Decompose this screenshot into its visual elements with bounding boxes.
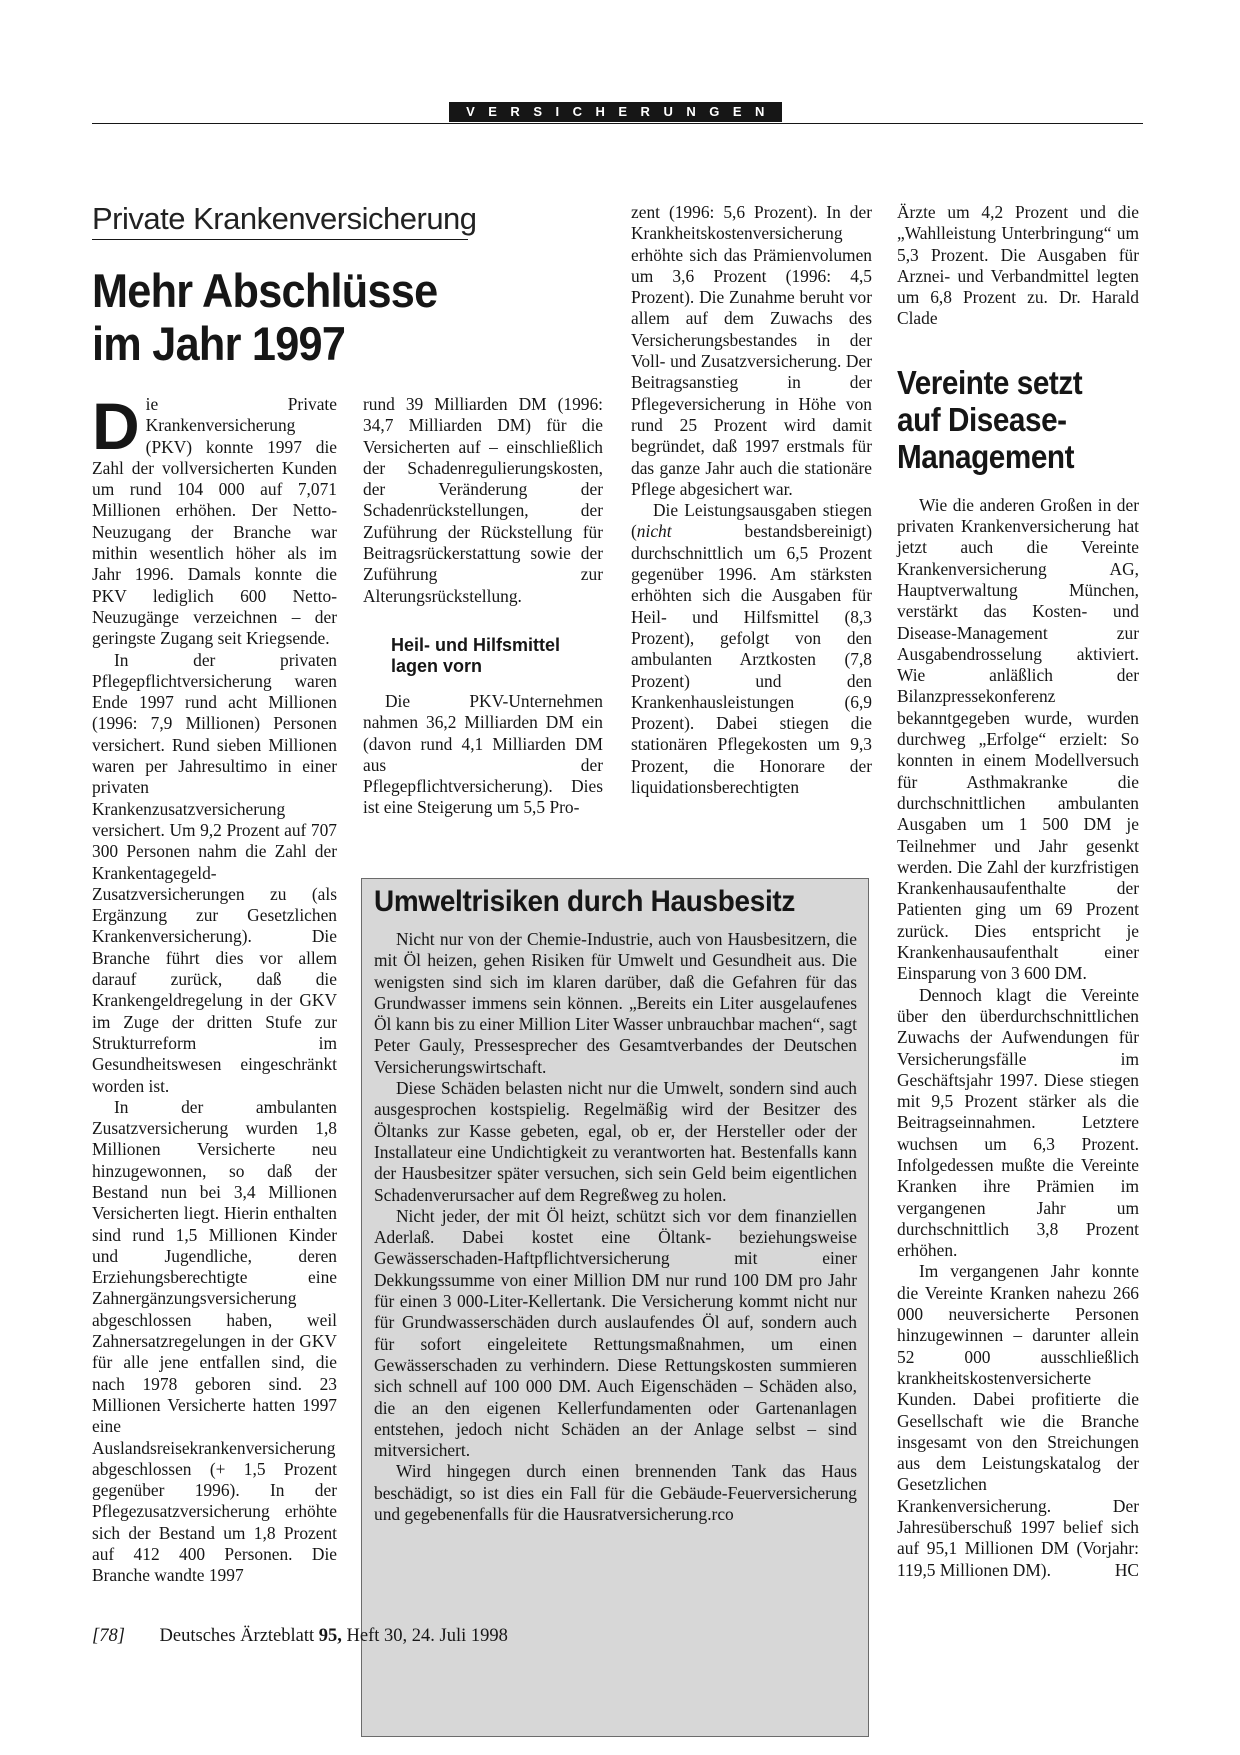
article-author: Dr. Harald Clade — [897, 287, 1140, 329]
headline-line-2: im Jahr 1997 — [92, 317, 346, 370]
subheading-line-1: Heil- und Hilfsmittel — [391, 634, 561, 655]
article-paragraph-1 — [92, 389, 337, 650]
article-column-2 — [363, 394, 603, 839]
info-box-title: Umweltrisiken durch Hausbesitz — [374, 885, 796, 918]
article-paragraph-5: Die PKV-Unternehmen nahmen 36,2 Milliarden DM ein (davon rund 4,1 Milliarden DM aus der Pflegepflichtversicherung). Dies ist eine Steigerung um 5,5 Pro- — [363, 690, 603, 818]
article2-headline-line-2: auf Disease- — [897, 400, 1067, 438]
journal-name: Deutsches Ärzteblatt — [159, 1626, 315, 1646]
article-column-4 — [897, 202, 1139, 1742]
paragraph-text: Im vergangenen Jahr konnte die Vereinte Kranken nahezu 266 000 neuversicherte Personen hinzugewinnen – darunter allein 52 000 ausschließlich krankheitskostenversicherte Kunden. Dabei profitierte die Gesellschaft wie die Branche insgesamt von den Streichungen aus dem Leistungskatalog der Gesetzlichen Krankenversicherung. Der Jahresüberschuß 1997 belief sich auf 95,1 Millionen DM (Vorjahr: 119,5 Millionen DM). — [897, 1261, 1139, 1580]
info-box-paragraph-4: Wird hingegen durch einen brennenden Tank das Haus beschädigt, so ist dies ein Fall für die Gebäude-Feuerversicherung und gegebenenfalls für die Hausratversicherung.rco — [374, 1461, 857, 1525]
article-paragraph-3: In der ambulanten Zusatzversicherung wurden 1,8 Millionen Versicherte neu hinzugewonnen, so daß der Bestand nun bei 3,4 Millionen Versicherten liegt. Hierin enthalten sind rund 1,5 Millionen Kinder und Jugendliche, deren Erziehungsberechtigte eine Zahnergänzungsversicherung abgeschlossen haben, weil Zahnersatzregelungen in der GKV für alle jene entfallen sind, die nach 1978 geboren sind. 23 Millionen Versicherte hatten 1997 eine Auslandsreisekrankenversicherung abgeschlossen (+ 1,5 Prozent gegenüber 1996). In der Pflegezusatzversicherung erhöhte sich der Bestand um 1,8 Prozent auf 412 400 Personen. Die Branche wandte 1997 — [92, 1096, 337, 1586]
article-paragraph-7 — [631, 500, 872, 798]
paragraph-text: Die Leistungsausgaben stiegen ( — [631, 500, 872, 542]
paragraph-text: bestandsbereinigt) durchschnittlich um 6,5 Prozent gegenüber 1996. Am stärksten erhöhten sich die Ausgaben für Heil- und Hilfsmittel (8,3 Prozent), gefolgt von den ambulanten Arztkosten (7,8 Prozent) und den Krankenhausleistungen (6,9 Prozent). Dabei stiegen die stationären Pflegekosten um 9,3 Prozent, die Honorare der liquidationsberechtigten — [631, 521, 872, 798]
article2-author: HC — [1114, 1559, 1139, 1580]
info-box-paragraph-3: Nicht jeder, der mit Öl heizt, schützt sich vor dem finanziellen Aderlaß. Dabei kostet eine Öltank- beziehungsweise Gewässerschaden-Haftpflichtversicherung mit einer Dekkungssumme von einer Million DM nur rund 100 DM pro Jahr für einen 3 000-Liter-Kellertank. Die Versicherung kommt nicht nur für Grundwasserschäden durch auslaufendes Öl auf, sondern auch für sofort eingeleitete Rettungsmaßnahmen, um einen Gewässerschaden zu verhindern. Diese Rettungskosten summieren sich schnell auf 100 000 DM. Auch Eigenschäden – Schäden also, die an den eigenen Kellerfundamenten oder Gartenanlagen entstehen, jedoch nicht Schäden an der Anlage selbst – sind mitversichert. — [374, 1205, 857, 1461]
page-number: [78] — [92, 1626, 125, 1646]
article-paragraph-8 — [897, 202, 1139, 330]
info-box-paragraph-2: Diese Schäden belasten nicht nur die Umwelt, sondern sind auch ausgesprochen kostspielig. Regelmäßig wird der Besitzer des Öltanks zur Kasse gebeten, egal, ob er, der Hersteller oder der Installateur eine Undichtigkeit zu verantworten hat. Bestenfalls kann der Hausbesitzer später versuchen, sich sein Geld beim eigentlichen Schadenverursacher auf dem Regreßweg zu holen. — [374, 1078, 857, 1205]
headline-line-1: Mehr Abschlüsse — [92, 264, 438, 317]
section-label: VERSICHERUNGEN — [449, 102, 782, 122]
emphasis-text: nicht — [636, 521, 672, 542]
subheading-line-2: lagen vorn — [391, 655, 483, 676]
article-kicker: Private Krankenversicherung — [92, 201, 477, 236]
info-box-text — [374, 929, 857, 1729]
article2-headline — [897, 364, 1149, 475]
article-headline — [92, 264, 497, 370]
article-column-1 — [92, 389, 337, 1739]
article2-headline-line-3: Management — [897, 437, 1075, 475]
paragraph-text: Ärzte um 4,2 Prozent und die „Wahlleistung Unterbringung“ um 5,3 Prozent. Die Ausgaben für Arznei- und Verbandmittel legten um 6,8 Prozent zu. — [897, 202, 1139, 308]
article2-headline-line-1: Vereinte setzt — [897, 363, 1083, 401]
journal-volume: 95, — [318, 1626, 342, 1646]
paragraph-text: ie Private Krankenversicherung (PKV) konnte 1997 die Zahl der vollversicherten Kunden um rund 104 000 auf 7,071 Millionen erhöhen. Der Netto-Neuzugang der Branche war mithin wesentlich höher als im Jahr 1996. Damals konnte die PKV lediglich 600 Netto-Neuzugänge verzeichnen – der geringste Zugang seit Kriegsende. — [92, 394, 337, 649]
article-column-3 — [631, 202, 872, 842]
article-paragraph-2: In der privaten Pflegepflichtversicherung waren Ende 1997 rund acht Millionen (1996: 7,9 Millionen) Personen versichert. Rund sieben Millionen waren per Jahresultimo in einer privaten Krankenzusatzversicherung versichert. Um 9,2 Prozent auf 707 300 Personen nahm die Zahl der Krankentagegeld-Zusatzversicherungen zu (als Ergänzung zur Gesetzlichen Krankenversicherung). Die Branche führt dies vor allem darauf zurück, daß die Krankengeldregelung in der GKV im Zuge der dritten Stufe zur Strukturreform im Gesundheitswesen eingeschränkt worden ist. — [92, 649, 337, 1096]
journal-issue: Heft 30, 24. Juli 1998 — [346, 1626, 508, 1646]
drop-cap: D — [92, 389, 140, 463]
kicker-rule — [92, 239, 468, 240]
page-footer — [92, 1626, 508, 1647]
header-rule — [92, 123, 1143, 124]
article2-paragraph-1: Wie die anderen Großen in der privaten Krankenversicherung hat jetzt auch die Vereinte Krankenversicherung AG, Hauptverwaltung München, verstärkt das Kosten- und Disease-Management zur Ausgabendrosselung aktiviert. Wie anläßlich der Bilanzpressekonferenz bekanntgegeben wurde, wurden durchweg „Erfolge“ erzielt: So konnten in einem Modellversuch für Asthmakranke die durchschnittlichen ambulanten Ausgaben um 1 500 DM je Teilnehmer und Jahr gesenkt werden. Die Zahl der kurzfristigen Krankenhausaufenthalte der Patienten ging um 69 Prozent zurück. Dies entspricht je Krankenhausaufenthalt einer Einsparung von 3 600 DM. — [897, 494, 1139, 984]
article-paragraph-4: rund 39 Milliarden DM (1996: 34,7 Milliarden DM) für die Versicherten auf – einschließlich der Schadenregulierungskosten, der Veränderung der Schadenrückstellungen, der Zuführung der Rückstellung für Beitragsrückerstattung sowie der Zuführung zur Alterungsrückstellung. — [363, 394, 603, 606]
article2-paragraph-2: Dennoch klagt die Vereinte über den überdurchschnittlichen Zuwachs der Aufwendungen für Versicherungsfälle im Geschäftsjahr 1997. Diese stiegen mit 9,5 Prozent stärker als die Beitragseinnahmen. Letztere wuchsen um 6,3 Prozent. Infolgedessen mußte die Vereinte Kranken ihre Prämien im vergangenen Jahr um durchschnittlich 3,8 Prozent erhöhen. — [897, 984, 1139, 1261]
info-box-paragraph-1: Nicht nur von der Chemie-Industrie, auch von Hausbesitzern, die mit Öl heizen, gehen Risiken für Umwelt und Gesundheit aus. Die wenigsten sind sich im klaren darüber, daß die Gefahren für das Grundwasser immens sein können. „Bereits ein Liter ausgelaufenes Öl kann bis zu einer Million Liter Wasser unbrauchbar machen“, sagt Peter Gauly, Pressesprecher des Gesamtverbandes der Deutschen Versicherungswirtschaft. — [374, 929, 857, 1077]
article-subheading — [391, 635, 603, 677]
article2-paragraph-3 — [897, 1261, 1139, 1580]
article-paragraph-6: zent (1996: 5,6 Prozent). In der Krankheitskostenversicherung erhöhte sich das Prämienvolumen um 3,6 Prozent (1996: 4,5 Prozent). Die Zunahme beruht vor allem auf dem Zuwachs des Versicherungsbestandes in der Voll- und Zusatzversicherung. Der Beitragsanstieg in der Pflegeversicherung in Höhe von rund 25 Prozent wird damit begründet, daß 1997 erstmals für das ganze Jahr auch die stationäre Pflege abgesichert war. — [631, 202, 872, 499]
